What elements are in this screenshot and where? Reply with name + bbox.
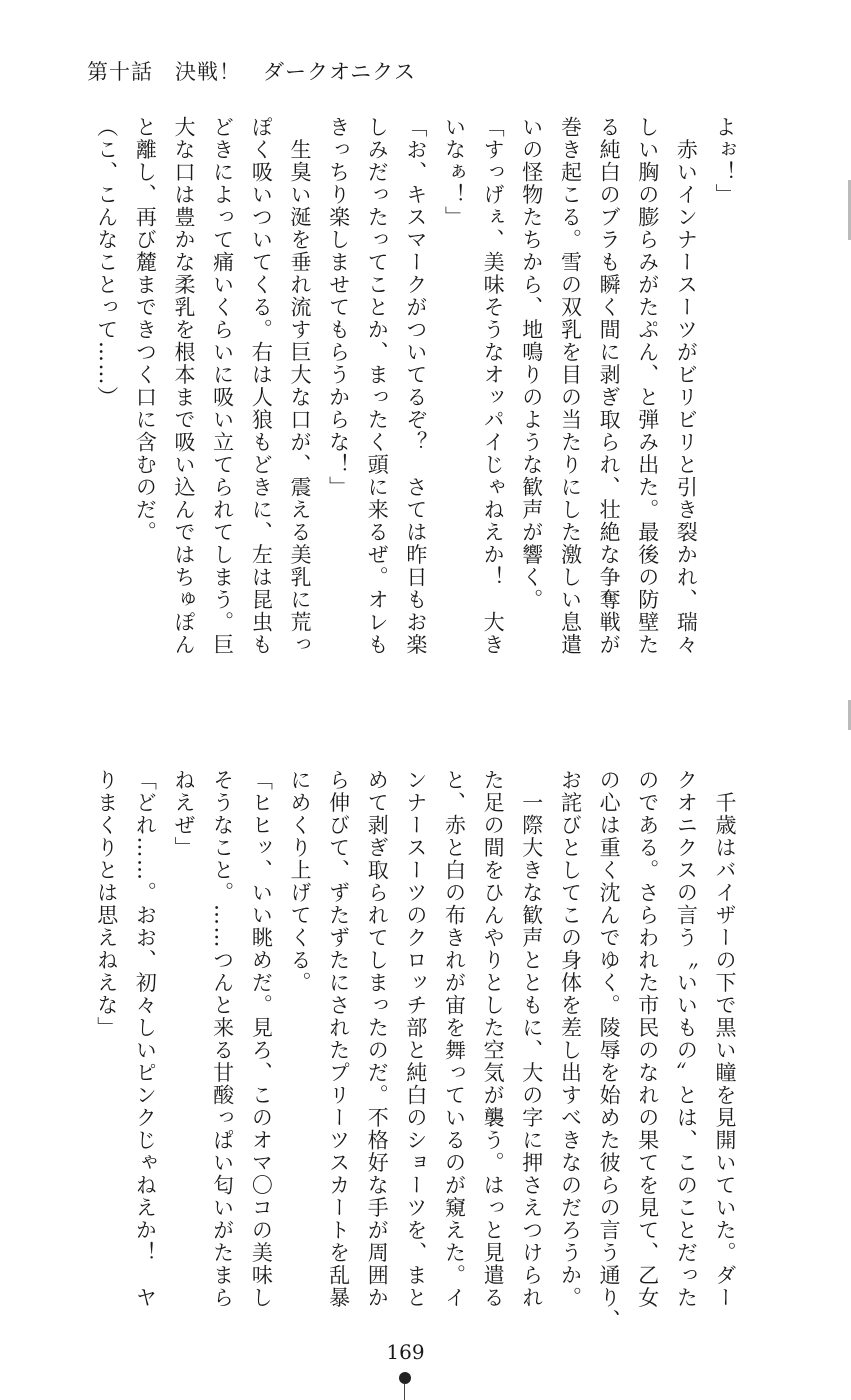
text-column: 「お、キスマークがついてるぞ？ さては昨日もお楽: [403, 116, 428, 656]
text-column: お詫びとしてこの身体を差し出すべきなのだろうか。: [558, 769, 583, 1309]
text-column: いなぁ！」: [442, 116, 467, 229]
text-column: いの怪物たちから、地鳴りのような歓声が響く。: [519, 116, 544, 611]
text-column: しみだったってことか、まったく頭に来るぜ。オレも: [365, 116, 390, 656]
text-column: る純白のブラも瞬く間に剥ぎ取られ、壮絶な争奪戦が: [597, 116, 622, 656]
text-column: クオニクスの言う〝いいもの〟とは、このことだった: [674, 769, 699, 1309]
text-column: の心は重く沈んでゆく。陵辱を始めた彼らの言う通り、: [597, 769, 622, 1332]
text-column: 一際大きな歓声とともに、大の字に押さえつけられ: [519, 769, 544, 1309]
text-column: ら伸びて、ずたずたにされたプリーツスカートを乱暴: [326, 769, 351, 1309]
text-column: きっちり楽しませてもらうからな！」: [326, 116, 351, 499]
text-column: 「ヒヒッ、いい眺めだ。見ろ、このオマ〇コの美味し: [249, 769, 274, 1309]
text-column: 巻き起こる。雪の双乳を目の当たりにした激しい息遣: [558, 116, 583, 656]
chapter-header: 第十話 決戦！ ダークオニクス: [87, 60, 416, 84]
text-column: 「どれ……。おお、初々しいピンクじゃねえか！ ヤ: [133, 769, 158, 1309]
text-column: ンナースーツのクロッチ部と純白のショーツを、まと: [403, 769, 428, 1309]
text-column: よぉ！」: [713, 116, 737, 206]
page-number: 169: [386, 1340, 425, 1364]
text-column: 千歳はバイザーの下で黒い瞳を見開いていた。ダー: [713, 769, 737, 1309]
text-column: 「すっげぇ、美味そうなオッパイじゃねえか！ 大き: [481, 116, 506, 656]
text-column: そうなこと。……つんと来る甘酸っぱい匂いがたまら: [210, 769, 235, 1309]
text-column: ぽく吸いついてくる。右は人狼もどきに、左は昆虫も: [249, 116, 274, 656]
text-column: 大な口は豊かな柔乳を根本まで吸い込んではちゅぽん: [172, 116, 197, 656]
text-column: ねえぜ」: [172, 769, 197, 859]
text-column: と、赤と白の布きれが宙を舞っているのが窺えた。イ: [442, 769, 467, 1309]
page-marker-dot: [399, 1372, 411, 1384]
text-column: しい胸の膨らみがたぷん、と弾み出た。最後の防壁た: [635, 116, 660, 656]
text-column: と離し、再び麓まできつく口に含むのだ。: [133, 116, 158, 544]
text-column: のである。さらわれた市民のなれの果てを見て、乙女: [635, 769, 660, 1309]
text-column: りまくりとは思えねえな」: [94, 769, 119, 1039]
text-block-bottom: [87, 769, 744, 1332]
text-column: にめくり上げてくる。: [287, 769, 312, 994]
text-column: どきによって痛いくらいに吸い立てられてしまう。巨: [210, 116, 235, 656]
text-column: めて剥ぎ取られてしまったのだ。不格好な手が周囲か: [365, 769, 390, 1309]
text-column: 生臭い涎を垂れ流す巨大な口が、震える美乳に荒っ: [287, 116, 312, 656]
text-block-top: [87, 116, 744, 661]
text-column: （こ、こんなことって……）: [94, 116, 119, 409]
page-marker-line: [404, 1384, 405, 1400]
text-column: た足の間をひんやりとした空気が襲う。はっと見遣る: [481, 769, 506, 1309]
text-column: 赤いインナースーツがビリビリと引き裂かれ、瑞々: [674, 116, 699, 656]
